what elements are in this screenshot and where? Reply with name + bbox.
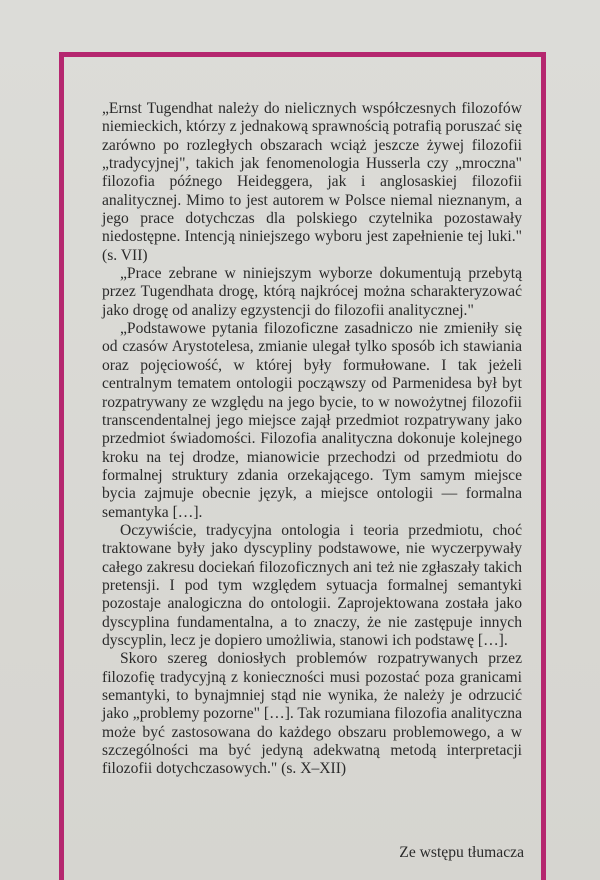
- paragraph-5: Skoro szereg doniosłych problemów rozpatrywanych przez filozofię tradycyjną z konieczności musi pozostać poza granicami semantyki, to bynajmniej stąd nie wynika, że należy je odrzucić jako „problemy pozorne" […]. Tak rozumiana filozofia analityczna może być zastosowana do każdego obszaru problemowego, a w szczególności ma być jedyną adekwatną metodą interpretacji filozofii dotychczasowych." (s. X–XII): [102, 650, 522, 778]
- attribution: Ze wstępu tłumacza: [399, 844, 524, 861]
- paragraph-1: „Ernst Tugendhat należy do nielicznych współczesnych filozofów niemieckich, którzy z jednakową sprawnością potrafią poruszać się zarówno po rozległych obszarach wciąż jeszcze żywej filozofii „tradycyjnej", takich jak fenomenologia Husserla czy „mroczna" filozofia późnego Heideggera, jak i anglosaskiej filozofii analitycznej. Mimo to jest autorem w Polsce niemal nieznanym, a jego prace dotychczas dla polskiego czytelnika pozostawały niedostępne. Intencją niniejszego wyboru jest zapełnienie tej luki." (s. VII): [102, 100, 522, 264]
- paragraph-4: Oczywiście, tradycyjna ontologia i teoria przedmiotu, choć traktowane były jako dyscypliny podstawowe, nie wyczerpywały całego zakresu dociekań filozoficznych ani też nie zgłaszały takich pretensji. I pod tym względem sytuacja formalnej semantyki pozostaje analogiczna do ontologii. Zaprojektowana została jako dyscyplina fundamentalna, a to znaczy, że nie zastępuje innych dyscyplin, lecz je dopiero umożliwia, stanowi ich podstawę […].: [102, 521, 522, 649]
- blurb-text: [102, 100, 522, 779]
- paragraph-3: „Podstawowe pytania filozoficzne zasadniczo nie zmieniły się od czasów Arystotelesa, zmianie ulegał tylko sposób ich stawiania oraz pojęciowość, w której były formułowane. I tak jeżeli centralnym tematem ontologii począwszy od Parmenidesa był byt rozpatrywany ze względu na jego bycie, to w nowożytnej filozofii transcendentalnej jego miejsce zajął przedmiot rozpatrywany jako przedmiot świadomości. Filozofia analityczna dokonuje kolejnego kroku na tej drodze, mianowicie przechodzi od przedmiotu do formalnej struktury zdania orzekającego. Tym samym miejsce bycia zajmuje obecnie język, a miejsce ontologii — formalna semantyka […].: [102, 320, 522, 521]
- paragraph-2: „Prace zebrane w niniejszym wyborze dokumentują przebytą przez Tugendhata drogę, którą najkrócej można scharakteryzować jako drogę od analizy egzystencji do filozofii analitycznej.": [102, 265, 522, 319]
